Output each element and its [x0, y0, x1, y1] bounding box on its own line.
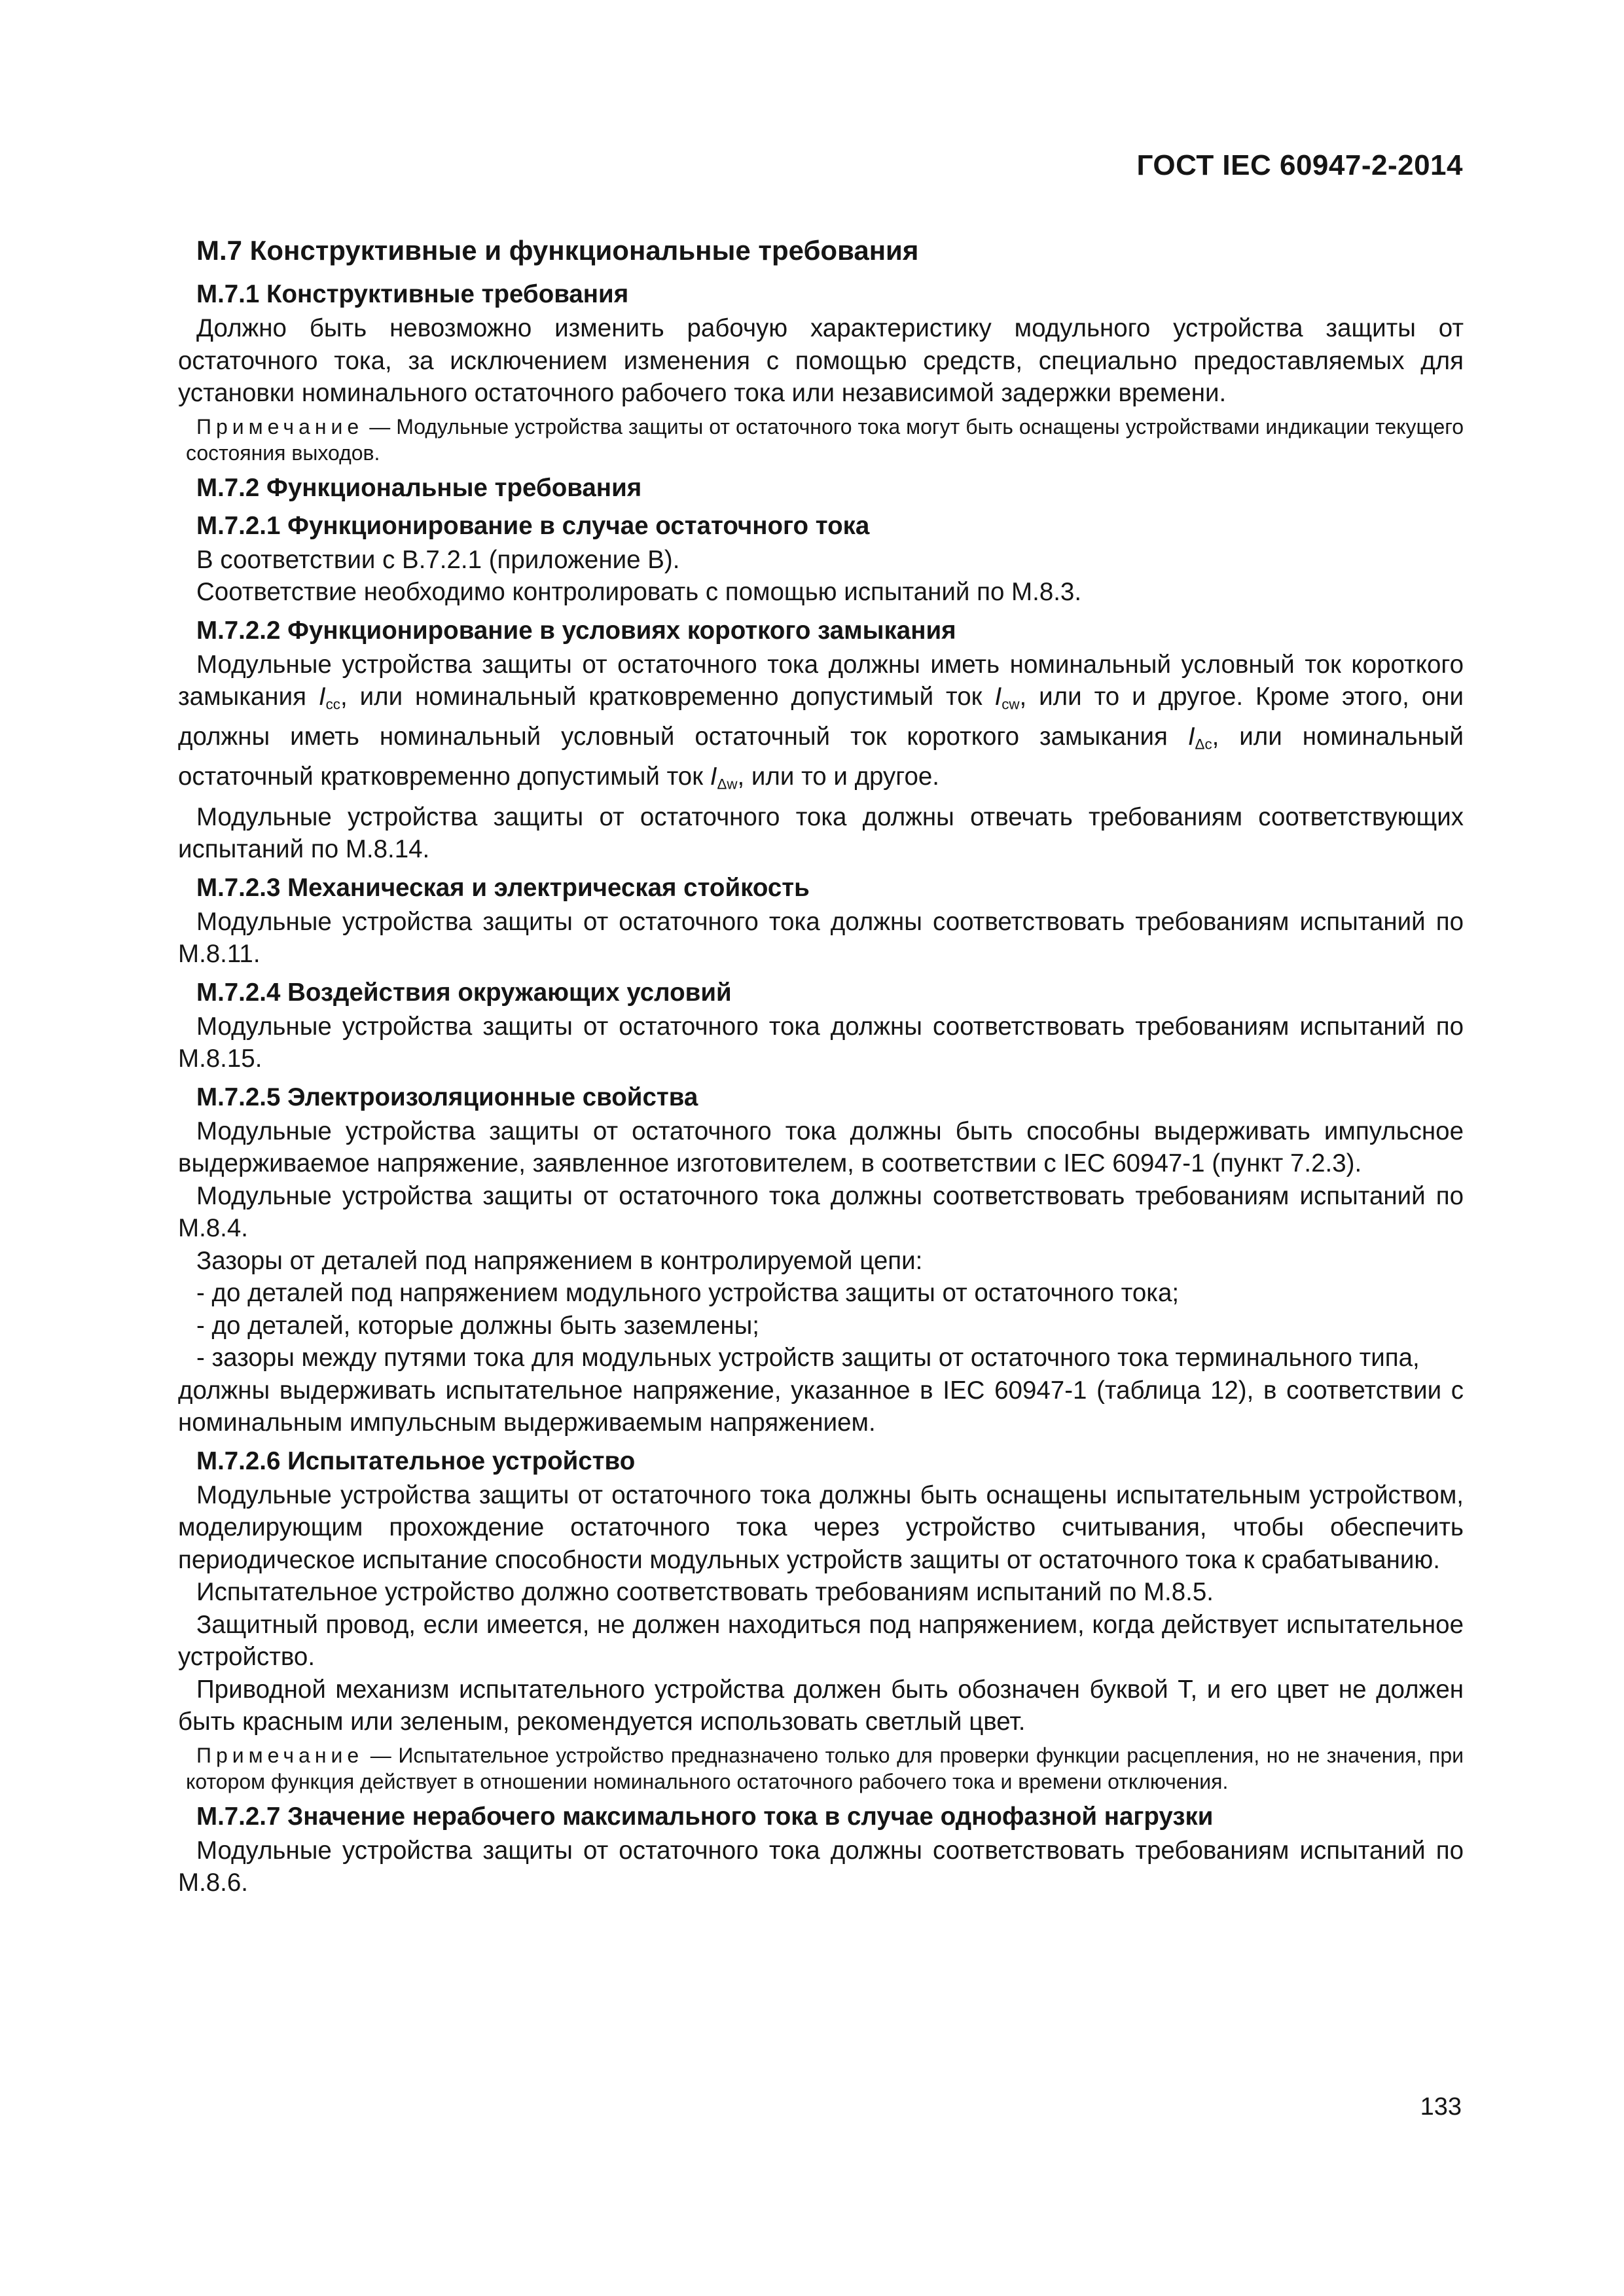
paragraph: Должно быть невозможно изменить рабочую характеристику модульного устройства защиты от остаточного тока, за исключением изменения с помощью средств, специально предоставляемых для установки номинального остаточного рабочего тока или независимой задержки времени. [178, 314, 1464, 407]
paragraph: Модульные устройства защиты от остаточного тока должны быть способны выдерживать импульсное выдерживаемое напряжение, заявленное изготовителем, в соответствии с IEC 60947-1 (пункт 7.2.3). [178, 1117, 1464, 1178]
section-heading-m727: М.7.2.7 Значение нерабочего максимального тока в случае однофазной нагрузки [196, 1802, 1214, 1831]
section-heading-m72: М.7.2 Функциональные требования [196, 473, 642, 502]
text-run: , или то и другое. [737, 762, 939, 791]
section-heading-m71: М.7.1 Конструктивные требования [196, 280, 629, 308]
symbol-subscript: cc [325, 696, 340, 713]
paragraph-short-circuit-ratings [178, 649, 1464, 801]
paragraph: Модульные устройства защиты от остаточного тока должны соответствовать требованиям испытаний по М.8.11. [178, 907, 1464, 969]
list-item: - до деталей под напряжением модульного устройства защиты от остаточного тока; [196, 1279, 1180, 1308]
section-heading-m7: М.7 Конструктивные и функциональные требования [196, 235, 919, 266]
paragraph: Защитный провод, если имеется, не должен находиться под напряжением, когда действует испытательное устройство. [178, 1610, 1464, 1672]
document-body [178, 233, 1464, 1899]
text-run: Модульные устройства защиты от остаточного тока должны иметь номинальный условный ток короткого замыкания [178, 650, 1464, 711]
section-heading-m722: М.7.2.2 Функционирование в условиях короткого замыкания [196, 616, 956, 645]
symbol-subscript: cw [1001, 696, 1020, 713]
note [186, 414, 1464, 466]
list-item: - зазоры между путями тока для модульных устройств защиты от остаточного тока терминального типа, [196, 1344, 1420, 1372]
paragraph: Модульные устройства защиты от остаточного тока должны отвечать требованиям соответствующих испытаний по М.8.14. [178, 802, 1464, 864]
paragraph: Приводной механизм испытательного устройства должен быть обозначен буквой Т, и его цвет не должен быть красным или зеленым, рекомендуется использовать светлый цвет. [178, 1675, 1464, 1736]
symbol-i: I [994, 683, 1002, 711]
list-item: - до деталей, которые должны быть заземлены; [196, 1311, 759, 1340]
section-heading-m721: М.7.2.1 Функционирование в случае остаточного тока [196, 511, 870, 540]
paragraph: Испытательное устройство должно соответствовать требованиям испытаний по М.8.5. [196, 1578, 1214, 1607]
section-heading-m725: М.7.2.5 Электроизоляционные свойства [196, 1083, 698, 1111]
paragraph: Модульные устройства защиты от остаточного тока должны соответствовать требованиям испытаний по М.8.6. [178, 1836, 1464, 1897]
document-header: ГОСТ IEC 60947-2-2014 [1136, 149, 1463, 181]
symbol-i: I [710, 762, 717, 791]
page-number: 133 [1420, 2093, 1462, 2121]
section-heading-m723: М.7.2.3 Механическая и электрическая стойкость [196, 873, 810, 902]
section-heading-m726: М.7.2.6 Испытательное устройство [196, 1446, 636, 1475]
section-heading-m724: М.7.2.4 Воздействия окружающих условий [196, 978, 732, 1007]
note-text: — Модульные устройства защиты от остаточного тока могут быть оснащены устройствами индикации текущего состояния выходов. [186, 414, 1464, 465]
note-label: Примечание [196, 1743, 364, 1767]
paragraph: должны выдерживать испытательное напряжение, указанное в IEC 60947-1 (таблица 12), в соответствии с номинальным импульсным выдерживаемым напряжением. [178, 1376, 1464, 1437]
paragraph: Модульные устройства защиты от остаточного тока должны соответствовать требованиям испытаний по М.8.4. [178, 1181, 1464, 1243]
text-run: , или номинальный кратковременно допустимый ток [340, 683, 995, 711]
paragraph: Зазоры от деталей под напряжением в контролируемой цепи: [196, 1246, 923, 1275]
note-text: — Испытательное устройство предназначено только для проверки функции расцепления, но не значения, при котором функция действует в отношении номинального остаточного рабочего тока и времени отключения. [186, 1743, 1464, 1793]
paragraph: В соответствии с В.7.2.1 (приложение В). [196, 545, 680, 574]
paragraph: Модульные устройства защиты от остаточного тока должны соответствовать требованиям испытаний по М.8.15. [178, 1012, 1464, 1073]
note-label: Примечание [196, 414, 364, 439]
paragraph: Соответствие необходимо контролировать с помощью испытаний по М.8.3. [196, 578, 1082, 606]
symbol-subscript: Δw [717, 776, 738, 793]
symbol-i: I [1187, 723, 1195, 751]
text-run: , или то и другое. Кроме этого, они должны иметь номинальный условный остаточный ток короткого замыкания [178, 683, 1464, 751]
symbol-i: I [318, 683, 326, 711]
paragraph: Модульные устройства защиты от остаточного тока должны быть оснащены испытательным устройством, моделирующим прохождение остаточного тока через устройство считывания, чтобы обеспечить периодическое испытание способности модульных устройств защиты от остаточного тока к срабатыванию. [178, 1480, 1464, 1574]
symbol-subscript: Δc [1195, 736, 1212, 753]
text-run: , или номинальный остаточный кратковременно допустимый ток [178, 723, 1464, 791]
note [186, 1742, 1464, 1795]
